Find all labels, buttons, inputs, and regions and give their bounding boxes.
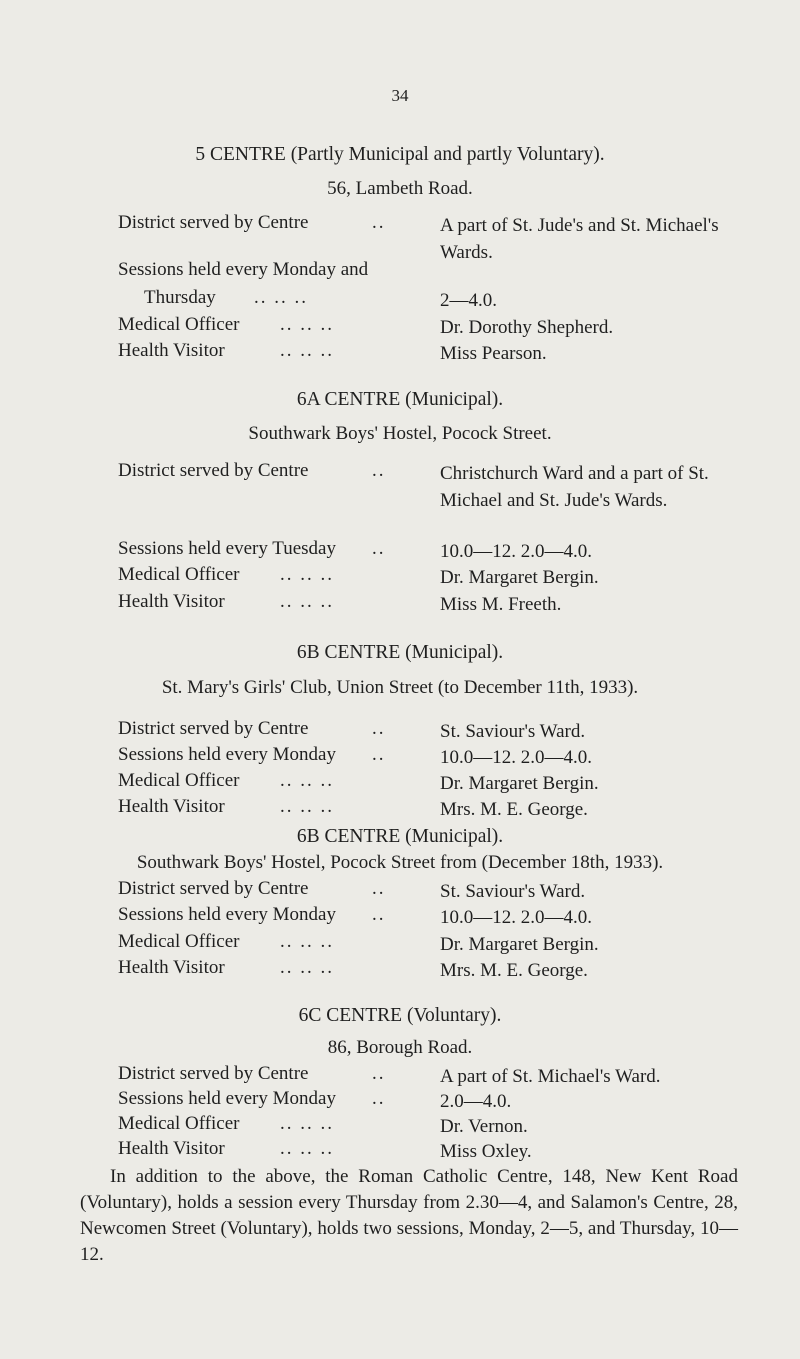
- row-dots: ..: [372, 460, 386, 481]
- row-label: Medical Officer: [118, 314, 240, 335]
- row-value: Christchurch Ward and a part of St. Michael and St. Jude's Wards.: [440, 463, 709, 511]
- page-number: 34: [391, 86, 409, 105]
- row-label: District served by Centre: [118, 212, 309, 233]
- row-label: Health Visitor: [118, 591, 225, 612]
- row-dots: ..: [372, 718, 386, 739]
- row-dots: ..: [372, 904, 386, 925]
- row-label: District served by Centre: [118, 718, 309, 739]
- row-dots: .. .. ..: [280, 340, 334, 361]
- row-value: Mrs. M. E. George.: [440, 960, 588, 981]
- centre-5-address: 56, Lambeth Road.: [327, 178, 473, 199]
- row-dots: .. .. ..: [280, 564, 334, 585]
- row-label: Medical Officer: [118, 564, 240, 585]
- row-value: 2—4.0.: [440, 290, 497, 311]
- row-value: St. Saviour's Ward.: [440, 881, 586, 902]
- closing-paragraph: In addition to the above, the Roman Catholic Centre, 148, New Kent Road (Voluntary), holds a session every Thursday from 2.30—4, and Salamon's Centre, 28, Newcomen Street (Voluntary), holds two sessions, Monday, 2—5, and Thursday, 10—12.: [80, 1166, 738, 1265]
- row-value: 10.0—12. 2.0—4.0.: [440, 907, 592, 928]
- row-label: Sessions held every Monday and: [118, 259, 369, 280]
- row-dots: .. .. ..: [280, 1138, 334, 1159]
- row-dots: ..: [372, 878, 386, 899]
- centre-5-heading: 5 CENTRE (Partly Municipal and partly Voluntary).: [195, 144, 605, 165]
- centre-6a-address: Southwark Boys' Hostel, Pocock Street.: [248, 423, 552, 444]
- centre-6b-2-heading: 6B CENTRE (Municipal).: [296, 826, 504, 847]
- row-label: Health Visitor: [118, 340, 225, 361]
- row-value: St. Saviour's Ward.: [440, 721, 586, 742]
- row-value: A part of St. Jude's and St. Michael's Wards.: [440, 215, 719, 263]
- row-label: District served by Centre: [118, 1063, 309, 1084]
- row-dots: .. .. ..: [254, 287, 308, 308]
- row-value: 2.0—4.0.: [440, 1091, 512, 1112]
- row-dots: .. .. ..: [280, 931, 334, 952]
- row-label: Sessions held every Tuesday: [118, 538, 336, 559]
- row-label: Health Visitor: [118, 796, 225, 817]
- row-value: Miss Oxley.: [440, 1141, 532, 1162]
- row-label: Medical Officer: [118, 931, 240, 952]
- row-dots: .. .. ..: [280, 957, 334, 978]
- row-dots: .. .. ..: [280, 591, 334, 612]
- row-dots: ..: [372, 744, 386, 765]
- row-value: Miss M. Freeth.: [440, 594, 562, 615]
- row-label: Thursday: [144, 287, 216, 308]
- row-label: Medical Officer: [118, 1113, 240, 1134]
- row-dots: ..: [372, 1088, 386, 1109]
- centre-6a-heading: 6A CENTRE (Municipal).: [296, 389, 504, 410]
- row-value: A part of St. Michael's Ward.: [440, 1066, 661, 1087]
- row-value: 10.0—12. 2.0—4.0.: [440, 541, 592, 562]
- row-dots: ..: [372, 212, 386, 233]
- centre-6c-address: 86, Borough Road.: [327, 1037, 473, 1058]
- row-value: Mrs. M. E. George.: [440, 799, 588, 820]
- row-dots: .. .. ..: [280, 770, 334, 791]
- row-label: Health Visitor: [118, 1138, 225, 1159]
- centre-6b-2-address: Southwark Boys' Hostel, Pocock Street from (December 18th, 1933).: [136, 852, 664, 873]
- row-value: Dr. Dorothy Shepherd.: [440, 317, 614, 338]
- row-label: Medical Officer: [118, 770, 240, 791]
- row-label: District served by Centre: [118, 460, 309, 481]
- row-value: Dr. Margaret Bergin.: [440, 773, 599, 794]
- row-label: Health Visitor: [118, 957, 225, 978]
- row-dots: .. .. ..: [280, 314, 334, 335]
- row-dots: .. .. ..: [280, 1113, 334, 1134]
- row-label: District served by Centre: [118, 878, 309, 899]
- row-value: 10.0—12. 2.0—4.0.: [440, 747, 592, 768]
- row-label: Sessions held every Monday: [118, 1088, 336, 1109]
- row-value: Dr. Margaret Bergin.: [440, 934, 599, 955]
- centre-6b-heading: 6B CENTRE (Municipal).: [296, 642, 504, 663]
- row-label: Sessions held every Monday: [118, 904, 336, 925]
- row-value: Dr. Vernon.: [440, 1116, 528, 1137]
- row-dots: ..: [372, 538, 386, 559]
- row-label: Sessions held every Monday: [118, 744, 336, 765]
- centre-6c-heading: 6C CENTRE (Voluntary).: [298, 1005, 502, 1026]
- row-dots: .. .. ..: [280, 796, 334, 817]
- row-dots: ..: [372, 1063, 386, 1084]
- row-value: Miss Pearson.: [440, 343, 547, 364]
- row-value: Dr. Margaret Bergin.: [440, 567, 599, 588]
- centre-6b-address: St. Mary's Girls' Club, Union Street (to December 11th, 1933).: [161, 677, 639, 698]
